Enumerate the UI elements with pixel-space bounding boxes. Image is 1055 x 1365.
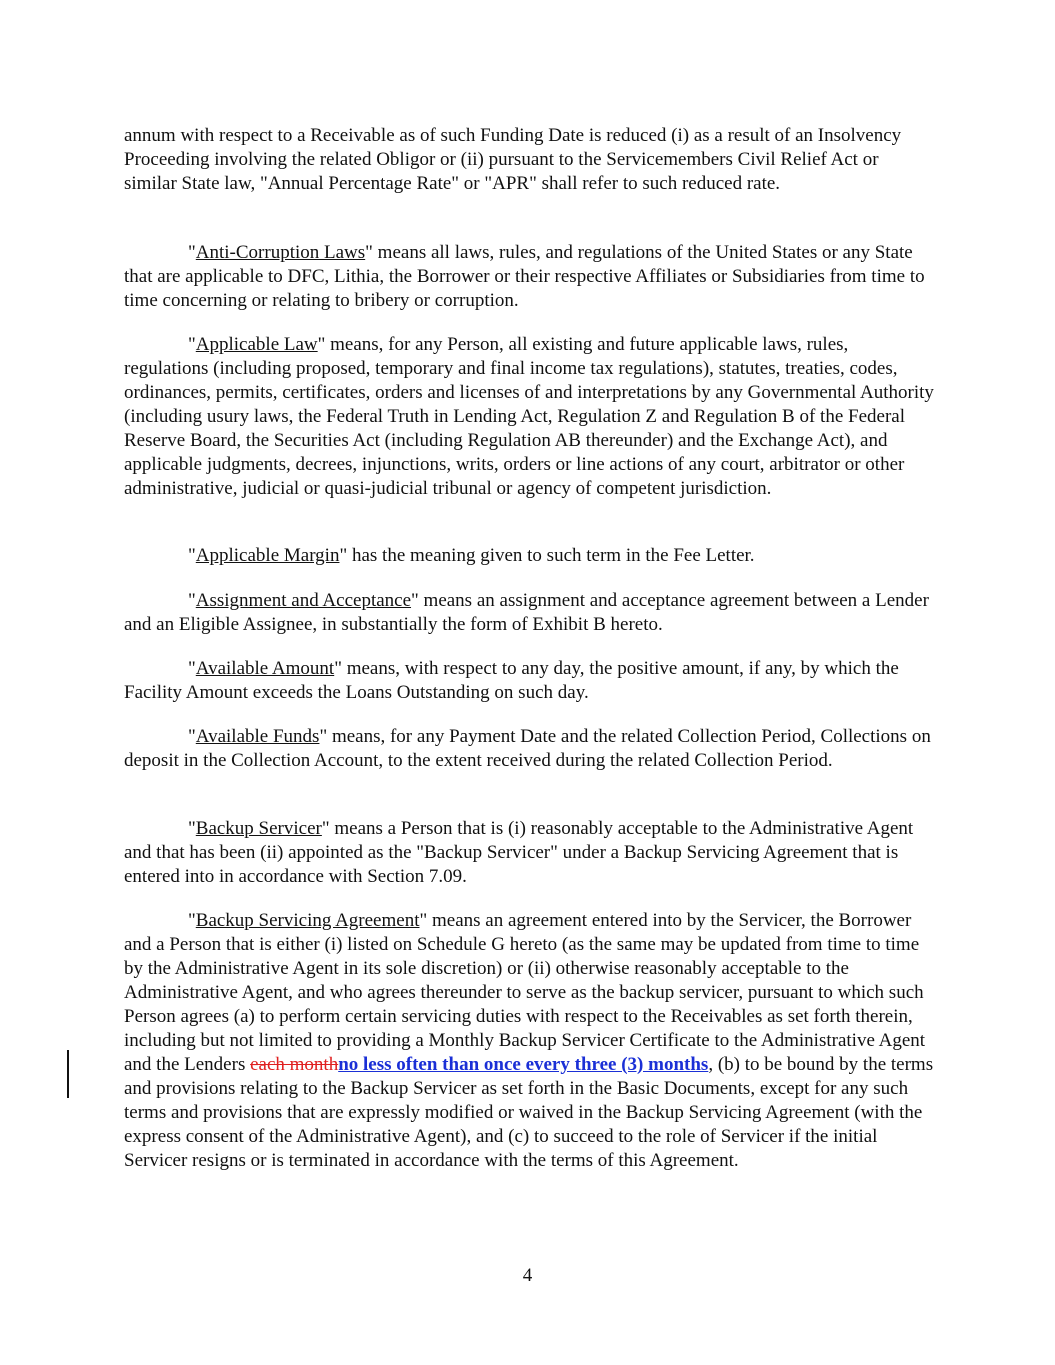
definition-body: " means a Person that is (i) reasonably acceptable to the Administrative Agent and that has been (ii) appointed as the "Backup Servicer" under a Backup Servicing Agreement that is entered into in accordance with Section 7.09. (124, 818, 914, 887)
defined-term: Backup Servicing Agreement (195, 910, 420, 931)
open-quote: " (188, 726, 196, 747)
defined-term: Available Funds (195, 726, 320, 747)
definition-body: " means, with respect to any day, the positive amount, if any, by which the Facility Amount exceeds the Loans Outstanding on such day. (124, 658, 899, 703)
defined-term: Applicable Law (195, 334, 318, 355)
definition-body: " has the meaning given to such term in the Fee Letter. (339, 545, 755, 566)
defined-term: Assignment and Acceptance (195, 590, 412, 611)
definition-available-funds (124, 725, 934, 773)
definition-assignment-and-acceptance (124, 589, 934, 637)
open-quote: " (188, 590, 196, 611)
definition-body: " means, for any Person, all existing and future applicable laws, rules, regulations (including proposed, temporary and final income tax regulations), statutes, treaties, codes, ordinances, permits, certificates, orders and licenses of and interpretations by any Governmental Authority (including usury laws, the Federal Truth in Lending Act, Regulation Z and Regulation B of the Federal Reserve Board, the Securities Act (including Regulation AB thereunder) and the Exchange Act), and applicable judgments, decrees, injunctions, writs, orders or line actions of any court, arbitrator or other administrative, judicial or quasi-judicial tribunal or agency of competent jurisdiction. (124, 334, 934, 499)
defined-term: Backup Servicer (195, 818, 322, 839)
defined-term: Available Amount (195, 658, 335, 679)
open-quote: " (188, 334, 196, 355)
paragraph-apr-continuation: annum with respect to a Receivable as of such Funding Date is reduced (i) as a result of an Insolvency Proceeding involving the related Obligor or (ii) pursuant to the Servicemembers Civil Relief Act or similar State law, "Annual Percentage Rate" or "APR" shall refer to such reduced rate. (124, 125, 902, 194)
open-quote: " (188, 658, 196, 679)
definition-backup-servicer (124, 817, 934, 889)
definition-body: " means, for any Payment Date and the related Collection Period, Collections on deposit in the Collection Account, to the extent received during the related Collection Period. (124, 726, 931, 771)
definition-body-continued: , (b) to be bound by the terms and provisions relating to the Backup Servicer as set forth in the Basic Documents, except for any such terms and provisions that are expressly modified or waived in the Backup Servicing Agreement (with the express consent of the Administrative Agent), and (c) to succeed to the role of Servicer if the initial Servicer resigns or is terminated in accordance with the terms of this Agreement. (124, 1054, 934, 1171)
definition-body: " means all laws, rules, and regulations of the United States or any State that are applicable to DFC, Lithia, the Borrower or their respective Affiliates or Subsidiaries from time to time concerning or relating to bribery or corruption. (124, 242, 925, 311)
tracked-deletion: each month (250, 1054, 339, 1075)
definition-anti-corruption-laws (124, 241, 934, 313)
open-quote: " (188, 910, 196, 931)
page-number: 4 (522, 1265, 533, 1286)
tracked-insertion: no less often than once every three (3) months (338, 1054, 709, 1075)
open-quote: " (188, 242, 196, 263)
revision-change-bar (67, 1050, 69, 1098)
definition-available-amount (124, 657, 934, 705)
definition-backup-servicing-agreement (124, 909, 934, 1173)
definition-body: " means an agreement entered into by the Servicer, the Borrower and a Person that is either (i) listed on Schedule G hereto (as the same may be updated from time to time by the Administrative Agent in its sole discretion) or (ii) otherwise reasonably acceptable to the Administrative Agent, and who agrees thereunder to serve as the backup servicer, pursuant to which such Person agrees (a) to perform certain servicing duties with respect to the Receivables as set forth therein, including but not limited to providing a Monthly Backup Servicer Certificate to the Administrative Agent and the Lenders (124, 910, 926, 1075)
defined-term: Anti-Corruption Laws (195, 242, 366, 263)
definition-applicable-law (124, 333, 934, 501)
definition-applicable-margin (124, 544, 934, 568)
open-quote: " (188, 818, 196, 839)
definition-body: " means an assignment and acceptance agreement between a Lender and an Eligible Assignee, in substantially the form of Exhibit B hereto. (124, 590, 929, 635)
open-quote: " (188, 545, 196, 566)
defined-term: Applicable Margin (195, 545, 340, 566)
